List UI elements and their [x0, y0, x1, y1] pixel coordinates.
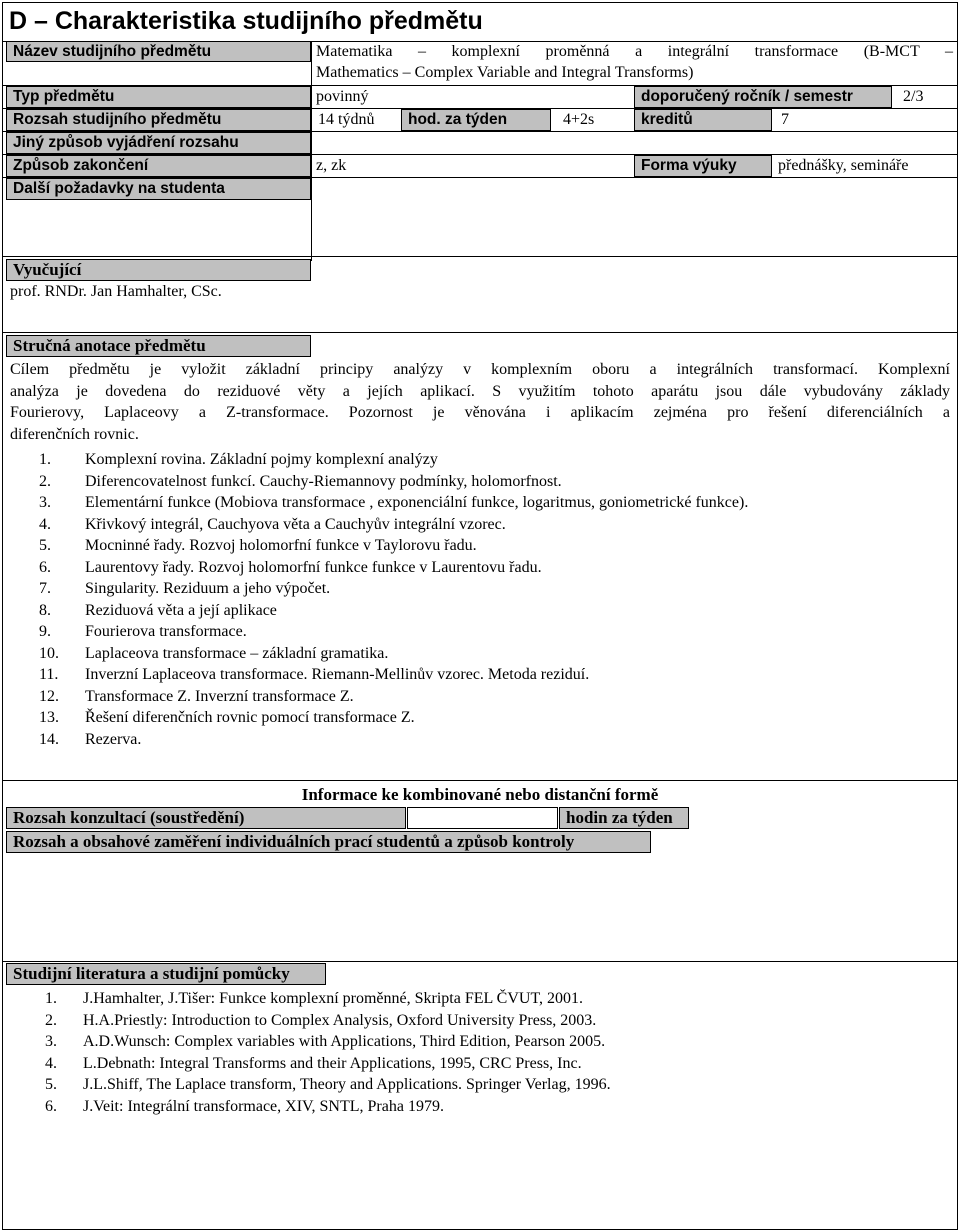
zakonceni-value: z, zk: [316, 157, 347, 174]
tydnu-value: 14 týdnů: [318, 111, 375, 128]
konzultace-field[interactable]: [407, 807, 558, 829]
row-divider: [3, 256, 957, 257]
zakonceni-label: Způsob zakončení: [6, 155, 311, 177]
topic-item: 4. Křivkový integrál, Cauchyova věta a Cauchyův integrální vzorec.: [39, 515, 506, 533]
topic-item: 8. Reziduová věta a její aplikace: [39, 601, 277, 619]
vyucujici-label: Vyučující: [6, 259, 311, 281]
literatura-item: 1. J.Hamhalter, J.Tišer: Funkce komplexní proměnné, Skripta FEL ČVUT, 2001.: [45, 990, 584, 1007]
topic-item: 14. Rezerva.: [39, 730, 142, 748]
nazev-label: Název studijního předmětu: [6, 41, 311, 62]
label-column-divider: [311, 41, 312, 261]
topic-item: 5. Mocninné řady. Rozvoj holomorfní funkce v Taylorovu řadu.: [39, 537, 477, 554]
anotace-line: analýza je dovedena do reziduové věty a jejích aplikací. S využitím tohoto aparátu jsou dále vybudovány základy: [10, 382, 950, 400]
vyucujici-name: prof. RNDr. Jan Hamhalter, CSc.: [10, 283, 222, 300]
hodin-label: hodin za týden: [559, 807, 689, 829]
anotace-line: diferenčních rovnic.: [10, 425, 139, 443]
nazev-line2: Mathematics – Complex Variable and Integral Transforms): [316, 64, 694, 81]
literatura-item: 5. J.L.Shiff, The Laplace transform, Theory and Applications. Springer Verlag, 1996.: [45, 1076, 611, 1093]
topic-item: 12. Transformace Z. Inverzní transformace Z.: [39, 687, 354, 705]
forma-label: Forma výuky: [634, 155, 772, 177]
jiny-label: Jiný způsob vyjádření rozsahu: [6, 132, 311, 154]
kombinovane-title: Informace ke kombinované nebo distanční formě: [301, 785, 659, 804]
hod-label: hod. za týden: [401, 109, 551, 131]
rocnik-label: doporučený ročník / semestr: [634, 86, 892, 108]
rocnik-value: 2/3: [903, 88, 924, 105]
course-sheet: [2, 2, 958, 1230]
anotace-label: Stručná anotace předmětu: [6, 335, 311, 357]
page-heading: D – Charakteristika studijního předmětu: [9, 7, 483, 35]
literatura-item: 2. H.A.Priestly: Introduction to Complex Analysis, Oxford University Press, 2003.: [45, 1011, 597, 1029]
nazev-line1: Matematika – komplexní proměnná a integrální transformace (B-MCT –: [316, 43, 953, 60]
section-divider: [3, 780, 957, 781]
prace-label: Rozsah a obsahové zaměření individuálních prací studentů a způsob kontroly: [6, 831, 651, 853]
typ-label: Typ předmětu: [6, 86, 311, 108]
konzultace-label: Rozsah konzultací (soustředění): [6, 807, 406, 829]
literatura-item: 3. A.D.Wunsch: Complex variables with Applications, Third Edition, Pearson 2005.: [45, 1033, 606, 1050]
section-divider: [3, 961, 957, 962]
topic-item: 10. Laplaceova transformace – základní gramatika.: [39, 644, 389, 662]
topic-item: 1. Komplexní rovina. Základní pojmy komplexní analýzy: [39, 451, 438, 468]
anotace-paragraph: [10, 359, 950, 445]
rozsah-label: Rozsah studijního předmětu: [6, 109, 311, 131]
kredity-label: kreditů: [634, 109, 772, 131]
topic-item: 11. Inverzní Laplaceova transformace. Riemann-Mellinův vzorec. Metoda reziduí.: [39, 666, 590, 683]
topic-item: 9. Fourierova transformace.: [39, 623, 247, 640]
literatura-label: Studijní literatura a studijní pomůcky: [6, 963, 326, 985]
topic-item: 2. Diferencovatelnost funkcí. Cauchy-Riemannovy podmínky, holomorfnost.: [39, 472, 562, 490]
anotace-line: Cílem předmětu je vyložit základní principy analýzy v komplexním oboru a integrálních transformací. Komplexní: [10, 361, 950, 378]
row-divider: [3, 332, 957, 333]
typ-value: povinný: [316, 88, 369, 105]
topic-item: 7. Singularity. Reziduum a jeho výpočet.: [39, 580, 331, 597]
literatura-item: 6. J.Veit: Integrální transformace, XIV, SNTL, Praha 1979.: [45, 1097, 444, 1115]
topic-item: 3. Elementární funkce (Mobiova transformace , exponenciální funkce, logaritmus, goniometrické funkce).: [39, 494, 749, 511]
literatura-item: 4. L.Debnath: Integral Transforms and their Applications, 1995, CRC Press, Inc.: [45, 1054, 582, 1072]
anotace-line: Fourierovy, Laplaceovy a Z-transformace. Pozornost je věnována i aplikacím zejména pro řešení diferenciálních a: [10, 404, 950, 421]
topic-item: 6. Laurentovy řady. Rozvoj holomorfní funkce funkce v Laurentovu řadu.: [39, 558, 542, 576]
topic-item: 13. Řešení diferenčních rovnic pomocí transformace Z.: [39, 709, 415, 726]
kredity-value: 7: [781, 111, 789, 128]
literatura-list: [45, 988, 945, 1117]
dalsi-label: Další požadavky na studenta: [6, 178, 311, 200]
forma-value: přednášky, semináře: [778, 157, 909, 174]
topics-list: [39, 449, 939, 750]
hod-value: 4+2s: [563, 111, 595, 128]
